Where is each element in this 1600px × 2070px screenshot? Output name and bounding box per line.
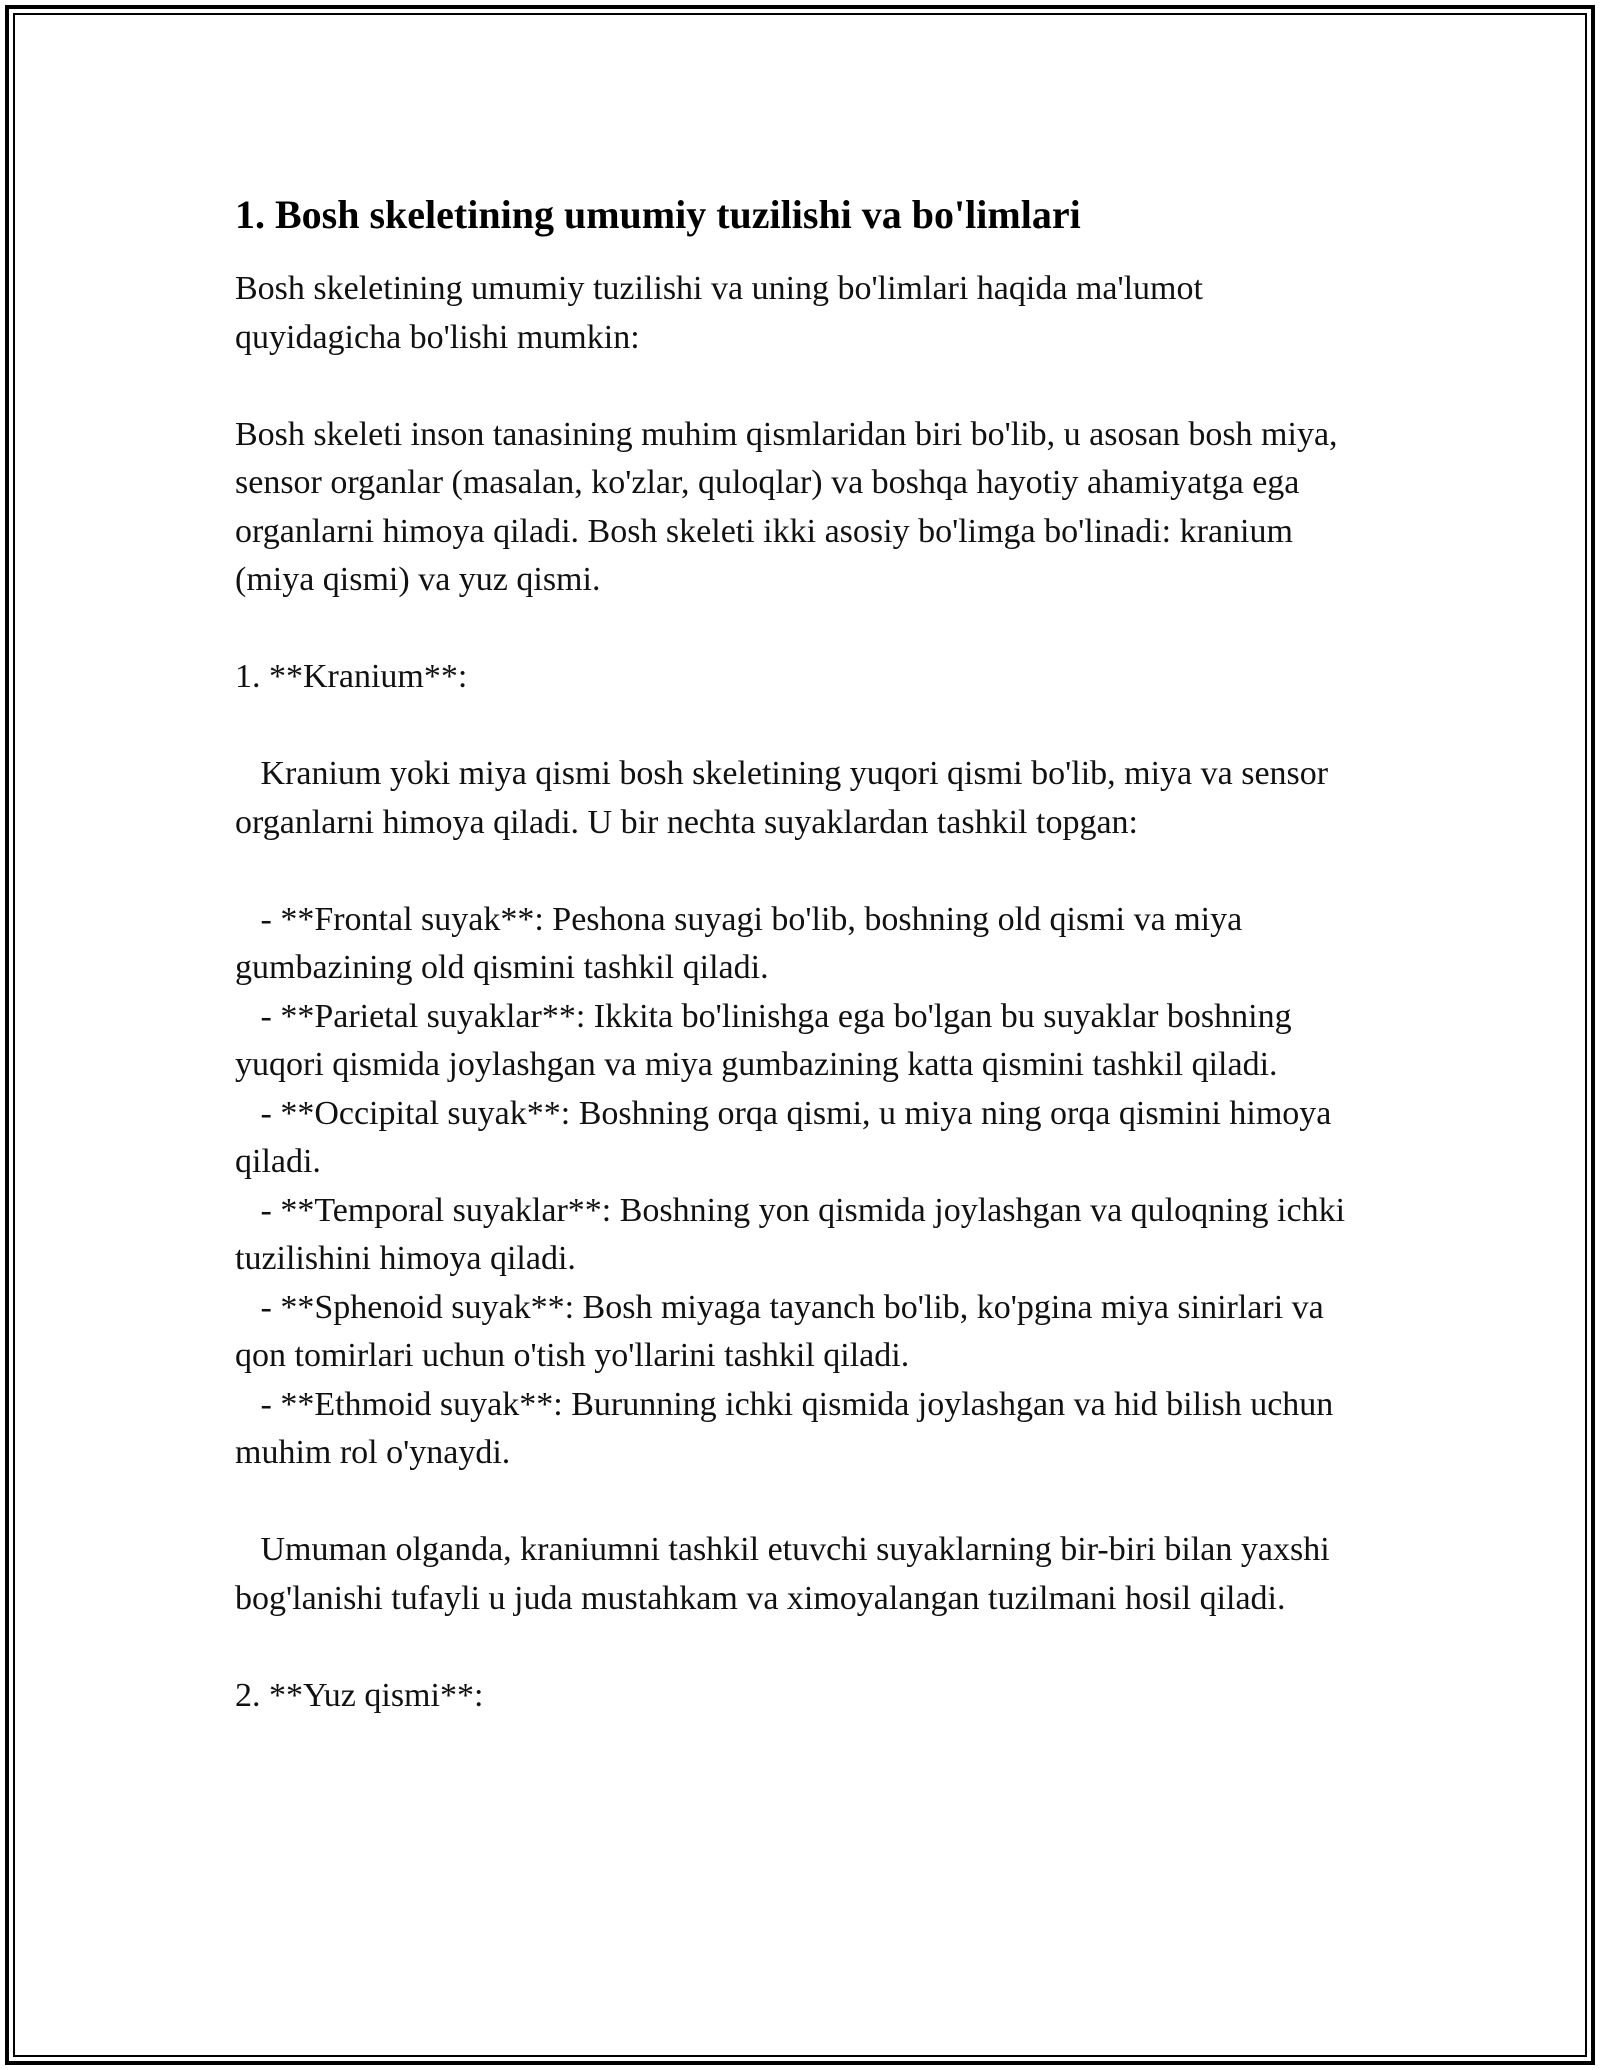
overview-paragraph: Bosh skeleti inson tanasining muhim qismlaridan biri bo'lib, u asosan bosh miya, sensor organlar (masalan, ko'zlar, quloqlar) va boshqa hayotiy ahamiyatga ega organlarni himoya qiladi. Bosh skeleti ikki asosiy bo'limga bo'linadi: kranium (miya qismi) va yuz qismi. [235,415,1347,598]
bone-item-temporal: - **Temporal suyaklar**: Boshning yon qismida joylashgan va quloqning ichki tuzilishini himoya qiladi. [235,1191,1354,1277]
spacer [235,362,1375,411]
document-body [235,190,1375,1720]
section-1-intro: Kranium yoki miya qismi bosh skeletining yuqori qismi bo'lib, miya va sensor organlarni himoya qiladi. U bir nechta suyaklardan tashkil topgan: [235,755,1337,841]
intro-paragraph: Bosh skeletining umumiy tuzilishi va uning bo'limlari haqida ma'lumot quyidagicha bo'lishi mumkin: [235,270,1212,356]
spacer [235,1623,1375,1672]
bone-item-sphenoid: - **Sphenoid suyak**: Bosh miyaga tayanch bo'lib, ko'pgina miya sinirlari va qon tomirlari uchun o'tish yo'llarini tashkil qiladi. [235,1288,1333,1374]
spacer [235,847,1375,896]
bone-item-ethmoid: - **Ethmoid suyak**: Burunning ichki qismida joylashgan va hid bilish uchun muhim rol o'ynaydi. [235,1385,1342,1471]
document-heading: 1. Bosh skeletining umumiy tuzilishi va bo'limlari [235,192,1081,237]
section-1-title: 1. **Kranium**: [235,658,468,695]
spacer [235,702,1375,751]
section-1-summary: Umuman olganda, kraniumni tashkil etuvchi suyaklarning bir-biri bilan yaxshi bog'lanishi tufayli u juda mustahkam va ximoyalangan tuzilmani hosil qiladi. [235,1531,1339,1617]
section-2-title: 2. **Yuz qismi**: [235,1676,484,1714]
bone-item-parietal: - **Parietal suyaklar**: Ikkita bo'linishga ega bo'lgan bu suyaklar boshning yuqori qismida joylashgan va miya gumbazining katta qismini tashkil qiladi. [235,997,1301,1083]
spacer [235,1478,1375,1527]
bone-item-frontal: - **Frontal suyak**: Peshona suyagi bo'lib, boshning old qismi va miya gumbazining old qismini tashkil qiladi. [235,900,1251,986]
spacer [235,605,1375,654]
bone-item-occipital: - **Occipital suyak**: Boshning orqa qismi, u miya ning orqa qismini himoya qiladi. [235,1094,1340,1180]
